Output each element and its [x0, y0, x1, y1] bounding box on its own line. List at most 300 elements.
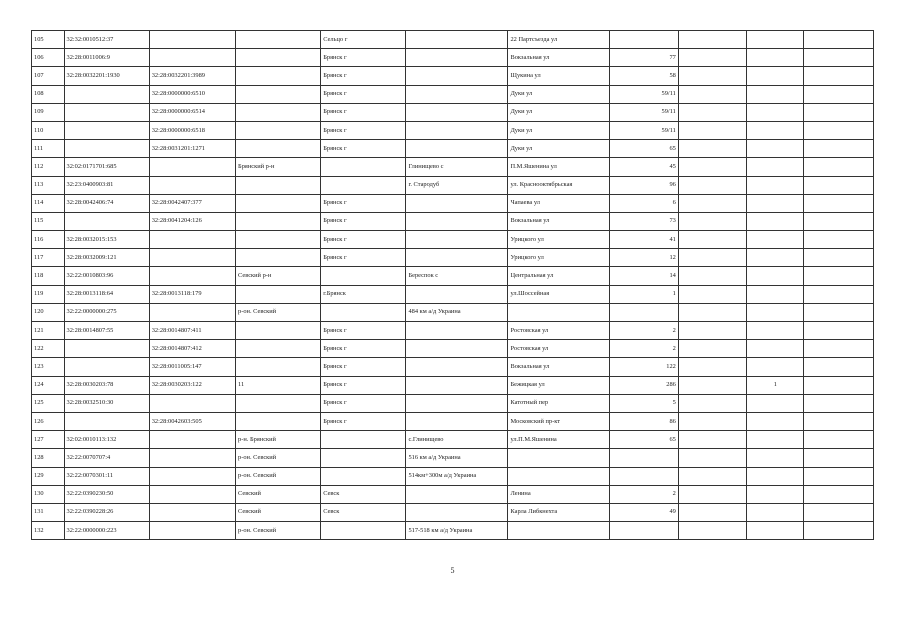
table-cell: [149, 31, 235, 49]
table-cell: [678, 394, 746, 412]
table-cell: [804, 176, 874, 194]
table-cell: Брянск г: [321, 340, 406, 358]
table-cell: [678, 194, 746, 212]
table-cell: [236, 194, 321, 212]
table-cell: [64, 412, 149, 430]
table-cell: 59/11: [610, 121, 678, 139]
table-cell: [406, 412, 508, 430]
table-cell: [747, 303, 804, 321]
table-cell: 517-518 км а/д Украина: [406, 522, 508, 540]
table-cell: 58: [610, 67, 678, 85]
table-cell: 32:28:0032510:30: [64, 394, 149, 412]
table-cell: 111: [32, 140, 65, 158]
table-cell: 128: [32, 449, 65, 467]
table-body: [32, 31, 874, 540]
table-cell: Брянск г: [321, 249, 406, 267]
table-cell: [747, 449, 804, 467]
table-cell: [804, 376, 874, 394]
table-cell: [747, 140, 804, 158]
table-cell: 130: [32, 485, 65, 503]
table-cell: 59/11: [610, 103, 678, 121]
table-cell: [804, 322, 874, 340]
table-cell: [508, 467, 610, 485]
table-cell: Севский: [236, 503, 321, 521]
table-cell: 124: [32, 376, 65, 394]
table-cell: р-он. Севский: [236, 449, 321, 467]
table-cell: 73: [610, 212, 678, 230]
table-cell: 125: [32, 394, 65, 412]
table-cell: 118: [32, 267, 65, 285]
table-cell: 32:22:0070301:11: [64, 467, 149, 485]
table-cell: Брянск г: [321, 85, 406, 103]
table-cell: 32:28:0000000:6514: [149, 103, 235, 121]
table-cell: [804, 412, 874, 430]
table-cell: [804, 231, 874, 249]
table-row: [32, 121, 874, 139]
table-cell: [804, 431, 874, 449]
table-cell: 32:28:0031201:1271: [149, 140, 235, 158]
table-cell: 32:28:0000000:6518: [149, 121, 235, 139]
table-cell: [747, 231, 804, 249]
table-cell: 32:28:0014807:412: [149, 340, 235, 358]
table-cell: 32:28:0014807:55: [64, 322, 149, 340]
table-cell: [406, 231, 508, 249]
table-cell: 86: [610, 412, 678, 430]
table-cell: [236, 176, 321, 194]
table-cell: [149, 176, 235, 194]
table-cell: Брянск г: [321, 358, 406, 376]
table-cell: [678, 412, 746, 430]
table-cell: Ленина: [508, 485, 610, 503]
table-cell: [610, 303, 678, 321]
table-cell: 32:28:0013118:64: [64, 285, 149, 303]
table-cell: [747, 522, 804, 540]
table-cell: [149, 485, 235, 503]
table-cell: 65: [610, 140, 678, 158]
table-row: [32, 231, 874, 249]
table-cell: [804, 267, 874, 285]
table-cell: [321, 449, 406, 467]
table-cell: [508, 522, 610, 540]
table-cell: 32:28:0032201:1930: [64, 67, 149, 85]
table-cell: 32:22:0070707:4: [64, 449, 149, 467]
table-cell: Брянск г: [321, 231, 406, 249]
table-cell: [64, 358, 149, 376]
table-cell: [747, 285, 804, 303]
table-row: [32, 467, 874, 485]
table-cell: [149, 503, 235, 521]
table-cell: Сельцо г: [321, 31, 406, 49]
table-cell: [747, 503, 804, 521]
table-cell: [508, 449, 610, 467]
table-cell: Ростовская ул: [508, 340, 610, 358]
table-cell: [406, 212, 508, 230]
table-cell: [406, 249, 508, 267]
table-cell: [64, 140, 149, 158]
table-cell: [508, 303, 610, 321]
table-cell: [406, 121, 508, 139]
table-cell: Вокзальная ул: [508, 358, 610, 376]
table-cell: 77: [610, 49, 678, 67]
table-cell: 121: [32, 322, 65, 340]
table-cell: 2: [610, 340, 678, 358]
table-cell: 127: [32, 431, 65, 449]
table-cell: [678, 449, 746, 467]
table-cell: Дуки ул: [508, 121, 610, 139]
table-cell: [804, 394, 874, 412]
table-cell: 514км+300м а/д Украина: [406, 467, 508, 485]
table-cell: [406, 358, 508, 376]
table-cell: П.М.Яшенина ул: [508, 158, 610, 176]
table-cell: 2: [610, 322, 678, 340]
table-cell: [747, 394, 804, 412]
table-cell: 32:28:0032009:121: [64, 249, 149, 267]
table-cell: [678, 322, 746, 340]
table-cell: [804, 340, 874, 358]
table-cell: [678, 140, 746, 158]
table-cell: [149, 303, 235, 321]
table-row: [32, 67, 874, 85]
table-cell: [678, 522, 746, 540]
table-cell: 6: [610, 194, 678, 212]
table-cell: [678, 285, 746, 303]
table-cell: Урицкого ул: [508, 249, 610, 267]
table-row: [32, 212, 874, 230]
table-row: [32, 340, 874, 358]
table-cell: [747, 267, 804, 285]
table-cell: 117: [32, 249, 65, 267]
table-cell: 14: [610, 267, 678, 285]
table-cell: Ростовская ул: [508, 322, 610, 340]
table-cell: [747, 158, 804, 176]
table-cell: 65: [610, 431, 678, 449]
table-cell: 1: [610, 285, 678, 303]
table-cell: 12: [610, 249, 678, 267]
table-cell: [678, 231, 746, 249]
table-cell: Брянск г: [321, 412, 406, 430]
table-cell: [678, 67, 746, 85]
table-cell: [236, 340, 321, 358]
table-row: [32, 412, 874, 430]
table-cell: [804, 121, 874, 139]
table-cell: [610, 449, 678, 467]
table-cell: [747, 249, 804, 267]
table-cell: [406, 49, 508, 67]
table-cell: [678, 103, 746, 121]
table-cell: 32:02:0171701:685: [64, 158, 149, 176]
table-cell: 32:28:0042603:505: [149, 412, 235, 430]
table-cell: Чапаева ул: [508, 194, 610, 212]
table-cell: Брянск г: [321, 49, 406, 67]
table-cell: [236, 212, 321, 230]
table-cell: [321, 176, 406, 194]
table-cell: 22 Партсъезда ул: [508, 31, 610, 49]
table-cell: 115: [32, 212, 65, 230]
table-cell: [804, 194, 874, 212]
table-cell: [149, 249, 235, 267]
table-cell: Береспок с: [406, 267, 508, 285]
table-cell: 32:28:0014807:411: [149, 322, 235, 340]
page-number: 5: [450, 566, 455, 575]
table-cell: Урицкого ул: [508, 231, 610, 249]
table-cell: [610, 467, 678, 485]
table-cell: [149, 522, 235, 540]
table-cell: 110: [32, 121, 65, 139]
table-cell: Московский пр-кт: [508, 412, 610, 430]
table-row: [32, 431, 874, 449]
table-cell: Вокзальная ул: [508, 49, 610, 67]
table-cell: [406, 322, 508, 340]
table-cell: [236, 394, 321, 412]
table-cell: 32:28:0011005:147: [149, 358, 235, 376]
table-cell: [406, 394, 508, 412]
table-cell: [804, 358, 874, 376]
table-cell: [804, 467, 874, 485]
table-cell: [678, 158, 746, 176]
table-cell: 32:02:0010113:132: [64, 431, 149, 449]
table-cell: [678, 176, 746, 194]
table-cell: 2: [610, 485, 678, 503]
table-cell: [149, 267, 235, 285]
table-cell: 5: [610, 394, 678, 412]
table-cell: [149, 467, 235, 485]
table-row: [32, 522, 874, 540]
table-cell: [64, 103, 149, 121]
table-cell: [804, 485, 874, 503]
table-cell: [64, 121, 149, 139]
table-cell: [678, 503, 746, 521]
table-cell: [321, 467, 406, 485]
table-cell: [678, 249, 746, 267]
table-cell: [406, 194, 508, 212]
table-cell: [747, 340, 804, 358]
table-cell: [678, 267, 746, 285]
table-cell: Брянск г: [321, 121, 406, 139]
table-cell: 32:28:0030203:78: [64, 376, 149, 394]
table-cell: [747, 31, 804, 49]
table-cell: [149, 231, 235, 249]
table-cell: Брянск г: [321, 140, 406, 158]
table-cell: Севск: [321, 485, 406, 503]
table-cell: [321, 522, 406, 540]
table-cell: [678, 303, 746, 321]
table-cell: [804, 522, 874, 540]
table-cell: 126: [32, 412, 65, 430]
table-cell: 32:28:0032201:3989: [149, 67, 235, 85]
table-cell: [406, 503, 508, 521]
table-cell: [236, 67, 321, 85]
table-cell: [804, 67, 874, 85]
table-cell: [610, 31, 678, 49]
table-cell: [804, 31, 874, 49]
table-cell: [678, 49, 746, 67]
table-cell: 484 км а/д Украина: [406, 303, 508, 321]
table-cell: [236, 140, 321, 158]
table-cell: [406, 376, 508, 394]
table-cell: р-он. Севский: [236, 467, 321, 485]
table-cell: 32:22:0010803:96: [64, 267, 149, 285]
table-cell: р-он. Севский: [236, 522, 321, 540]
table-cell: Центральная ул: [508, 267, 610, 285]
table-cell: [804, 140, 874, 158]
table-cell: [678, 358, 746, 376]
table-cell: [406, 140, 508, 158]
table-cell: Брянск г: [321, 194, 406, 212]
table-row: [32, 394, 874, 412]
table-cell: 32:28:0011006:9: [64, 49, 149, 67]
table-cell: Брянск г: [321, 322, 406, 340]
table-cell: 122: [32, 340, 65, 358]
table-row: [32, 267, 874, 285]
table-cell: [236, 103, 321, 121]
table-row: [32, 358, 874, 376]
table-cell: 116: [32, 231, 65, 249]
table-cell: [406, 103, 508, 121]
table-cell: ул.П.М.Яшенина: [508, 431, 610, 449]
table-cell: г. Стародуб: [406, 176, 508, 194]
table-cell: [678, 340, 746, 358]
table-cell: Брянск г: [321, 394, 406, 412]
table-row: [32, 158, 874, 176]
table-cell: [406, 485, 508, 503]
table-cell: [64, 340, 149, 358]
table-cell: [406, 67, 508, 85]
register-table: [31, 30, 874, 540]
table-cell: Брянск г: [321, 103, 406, 121]
table-cell: с.Глинищево: [406, 431, 508, 449]
table-cell: [321, 431, 406, 449]
table-cell: 112: [32, 158, 65, 176]
table-cell: 108: [32, 85, 65, 103]
table-cell: [804, 303, 874, 321]
table-cell: [64, 212, 149, 230]
table-cell: Брянск г: [321, 67, 406, 85]
table-cell: 32:23:0400903:81: [64, 176, 149, 194]
table-cell: [747, 358, 804, 376]
table-cell: [747, 176, 804, 194]
table-cell: г.Брянск: [321, 285, 406, 303]
table-cell: [406, 285, 508, 303]
table-cell: 32:28:0042406:74: [64, 194, 149, 212]
table-cell: 32:28:0032015:153: [64, 231, 149, 249]
table-cell: [804, 85, 874, 103]
table-cell: [321, 267, 406, 285]
table-cell: 109: [32, 103, 65, 121]
table-cell: 106: [32, 49, 65, 67]
table-cell: [236, 49, 321, 67]
table-cell: [747, 49, 804, 67]
table-cell: [149, 449, 235, 467]
table-cell: [747, 103, 804, 121]
table-cell: [678, 212, 746, 230]
table-cell: 107: [32, 67, 65, 85]
table-cell: 122: [610, 358, 678, 376]
table-cell: 32:22:0390228:26: [64, 503, 149, 521]
table-cell: 41: [610, 231, 678, 249]
table-cell: 32:28:0000000:6510: [149, 85, 235, 103]
table-cell: [678, 85, 746, 103]
table-row: [32, 303, 874, 321]
table-cell: [236, 231, 321, 249]
table-cell: 105: [32, 31, 65, 49]
table-cell: [236, 358, 321, 376]
table-cell: [747, 194, 804, 212]
table-row: [32, 49, 874, 67]
table-cell: [804, 158, 874, 176]
table-cell: Севский р-н: [236, 267, 321, 285]
table-cell: Брянск г: [321, 376, 406, 394]
table-cell: 32:28:0030203:122: [149, 376, 235, 394]
table-cell: [236, 322, 321, 340]
table-cell: [406, 31, 508, 49]
table-row: [32, 376, 874, 394]
table-cell: 49: [610, 503, 678, 521]
table-cell: Бежицкая ул: [508, 376, 610, 394]
table-cell: [747, 85, 804, 103]
table-cell: [804, 449, 874, 467]
table-cell: 123: [32, 358, 65, 376]
table-cell: [406, 85, 508, 103]
table-cell: [747, 121, 804, 139]
table-cell: Брянский р-н: [236, 158, 321, 176]
table-cell: р-н. Брянский: [236, 431, 321, 449]
table-row: [32, 176, 874, 194]
table-row: [32, 194, 874, 212]
table-cell: [804, 285, 874, 303]
table-cell: 113: [32, 176, 65, 194]
table-cell: 45: [610, 158, 678, 176]
table-cell: [321, 158, 406, 176]
table-cell: 131: [32, 503, 65, 521]
table-cell: Севск: [321, 503, 406, 521]
table-cell: Дуки ул: [508, 85, 610, 103]
table-cell: [236, 121, 321, 139]
table-row: [32, 285, 874, 303]
table-row: [32, 322, 874, 340]
table-cell: [804, 49, 874, 67]
table-cell: [804, 249, 874, 267]
table-cell: [149, 158, 235, 176]
table-cell: Севский: [236, 485, 321, 503]
table-cell: [804, 212, 874, 230]
table-cell: [149, 394, 235, 412]
table-row: [32, 485, 874, 503]
table-cell: Катотный пер: [508, 394, 610, 412]
table-row: [32, 140, 874, 158]
table-cell: [678, 431, 746, 449]
table-row: [32, 103, 874, 121]
table-cell: 32:22:0000000:223: [64, 522, 149, 540]
table-cell: Дуки ул: [508, 140, 610, 158]
table-cell: 119: [32, 285, 65, 303]
table-cell: [321, 303, 406, 321]
table-cell: Вокзальная ул: [508, 212, 610, 230]
table-row: [32, 503, 874, 521]
table-cell: [236, 85, 321, 103]
table-cell: [236, 31, 321, 49]
table-cell: [747, 467, 804, 485]
table-cell: Дуки ул: [508, 103, 610, 121]
table-cell: Брянск г: [321, 212, 406, 230]
table-cell: 32:28:0041204:126: [149, 212, 235, 230]
table-row: [32, 31, 874, 49]
table-cell: [149, 431, 235, 449]
table-cell: 286: [610, 376, 678, 394]
table-cell: [747, 212, 804, 230]
table-cell: [747, 431, 804, 449]
table-cell: [804, 503, 874, 521]
table-cell: 120: [32, 303, 65, 321]
